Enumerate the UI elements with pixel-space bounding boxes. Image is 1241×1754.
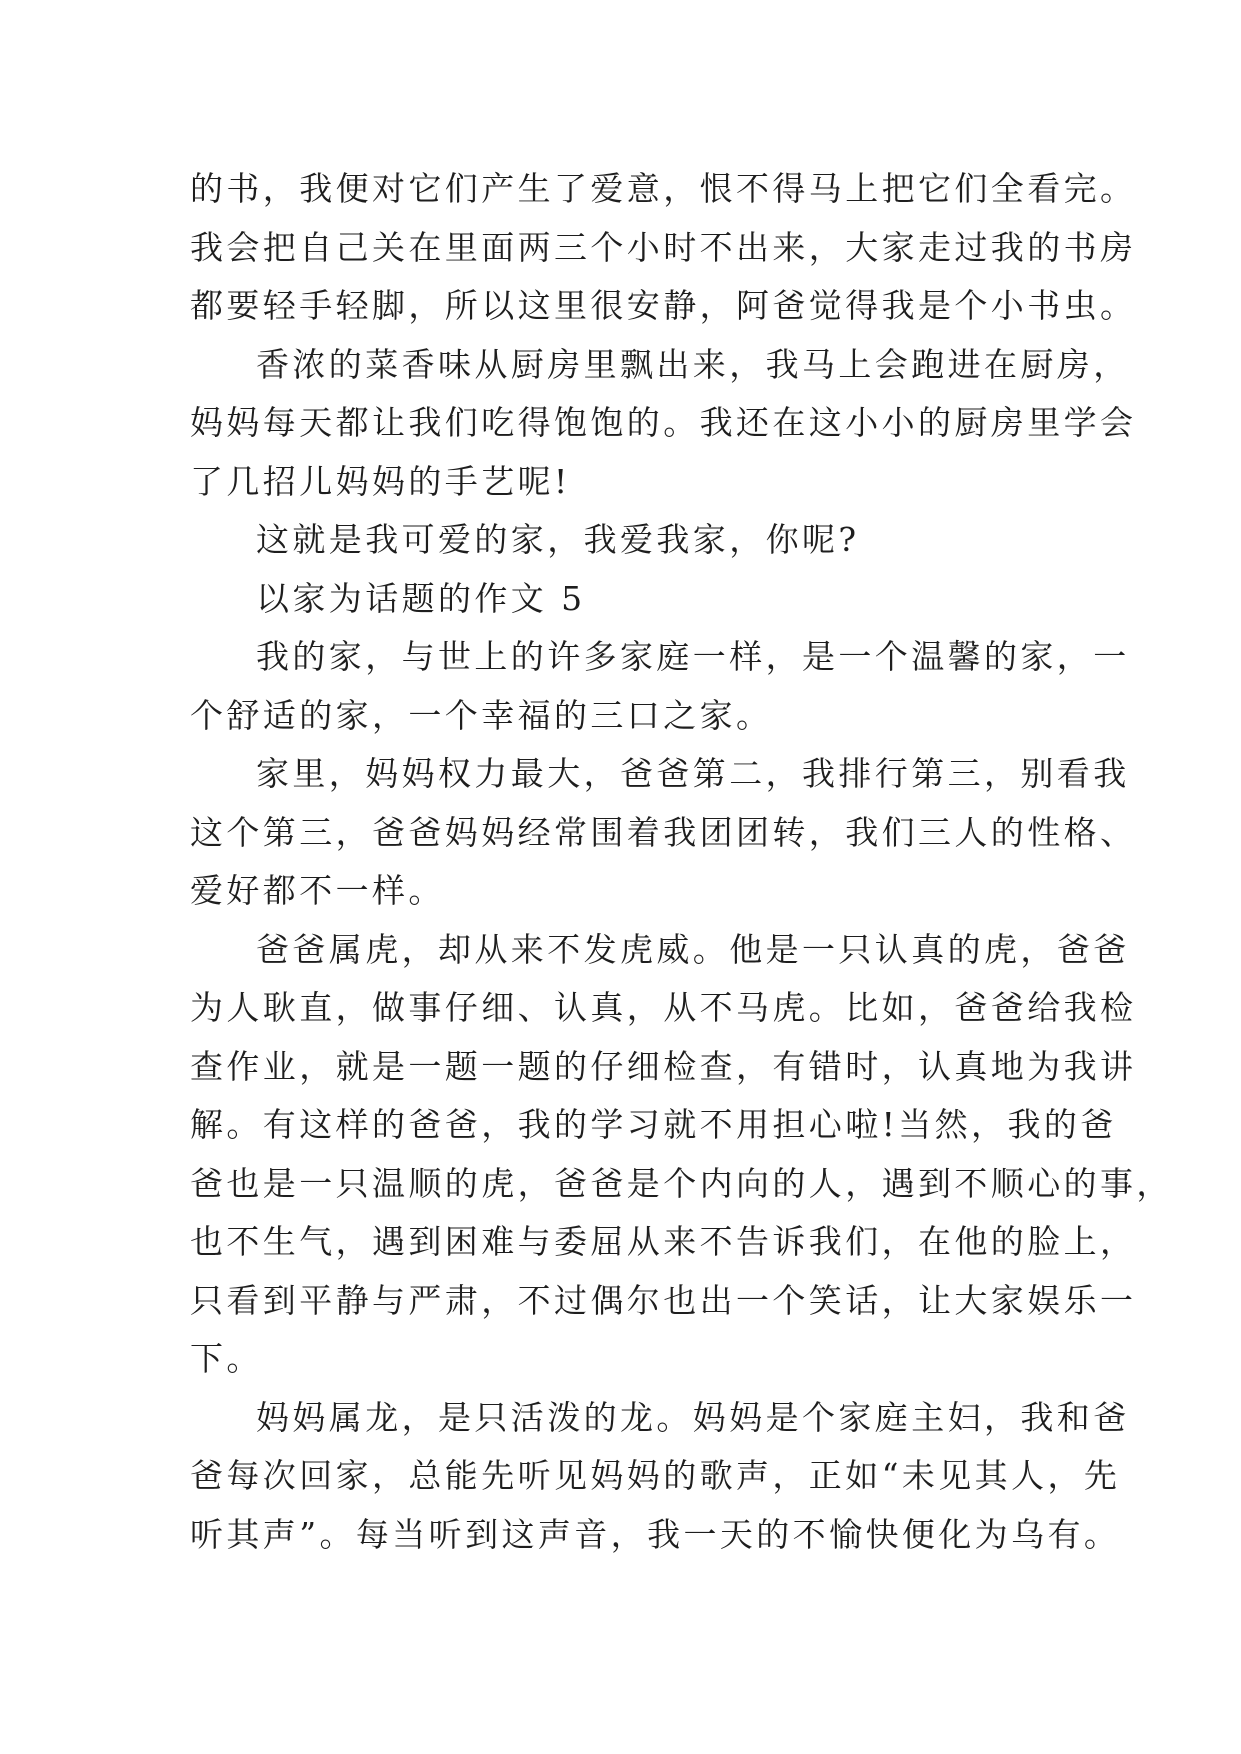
text-line: 为人耿直，做事仔细、认真，从不马虎。比如，爸爸给我检 bbox=[190, 988, 1137, 1027]
text-line: 爸每次回家，总能先听见妈妈的歌声，正如“未见其人，先 bbox=[190, 1456, 1121, 1495]
text-line: 的书，我便对它们产生了爱意，恨不得马上把它们全看完。 bbox=[190, 169, 1137, 208]
text-line: 妈妈属龙，是只活泼的龙。妈妈是个家庭主妇，我和爸 bbox=[256, 1397, 1130, 1437]
text-line: 我会把自己关在里面两三个小时不出来，大家走过我的书房 bbox=[190, 227, 1137, 267]
text-line: 爱好都不一样。 bbox=[190, 871, 445, 910]
text-line: 了几招儿妈妈的手艺呢! bbox=[190, 461, 571, 501]
text-line: 查作业，就是一题一题的仔细检查，有错时，认真地为我讲 bbox=[190, 1046, 1137, 1086]
text-line: 家里，妈妈权力最大，爸爸第二，我排行第三，别看我 bbox=[256, 754, 1130, 793]
text-line: 妈妈每天都让我们吃得饱饱的。我还在这小小的厨房里学会 bbox=[190, 403, 1137, 442]
text-line: 爸爸属虎，却从来不发虎威。他是一只认真的虎，爸爸 bbox=[256, 929, 1130, 969]
text-line: 个舒适的家，一个幸福的三口之家。 bbox=[190, 695, 773, 735]
document-body bbox=[190, 160, 1173, 1564]
text-line: 都要轻手轻脚，所以这里很安静，阿爸觉得我是个小书虫。 bbox=[190, 286, 1137, 325]
text-line: 只看到平静与严肃，不过偶尔也出一个笑话，让大家娱乐一 bbox=[190, 1280, 1137, 1320]
text-line: 听其声”。每当听到这声音，我一天的不愉快便化为乌有。 bbox=[190, 1514, 1121, 1554]
text-line: 我的家，与世上的许多家庭一样，是一个温馨的家，一 bbox=[256, 637, 1130, 676]
text-line: 解。有这样的爸爸，我的学习就不用担心啦!当然，我的爸 bbox=[190, 1105, 1117, 1144]
text-line: 下。 bbox=[190, 1339, 263, 1378]
text-line: 也不生气，遇到困难与委屈从来不告诉我们，在他的脸上， bbox=[190, 1222, 1137, 1261]
section-heading: 以家为话题的作文 5 bbox=[256, 578, 586, 618]
text-line: 这就是我可爱的家，我爱我家，你呢? bbox=[256, 520, 860, 559]
text-line: 爸也是一只温顺的虎，爸爸是个内向的人，遇到不顺心的事， bbox=[190, 1163, 1173, 1203]
text-line: 这个第三，爸爸妈妈经常围着我团团转，我们三人的性格、 bbox=[190, 812, 1137, 852]
text-line: 香浓的菜香味从厨房里飘出来，我马上会跑进在厨房， bbox=[256, 344, 1130, 384]
